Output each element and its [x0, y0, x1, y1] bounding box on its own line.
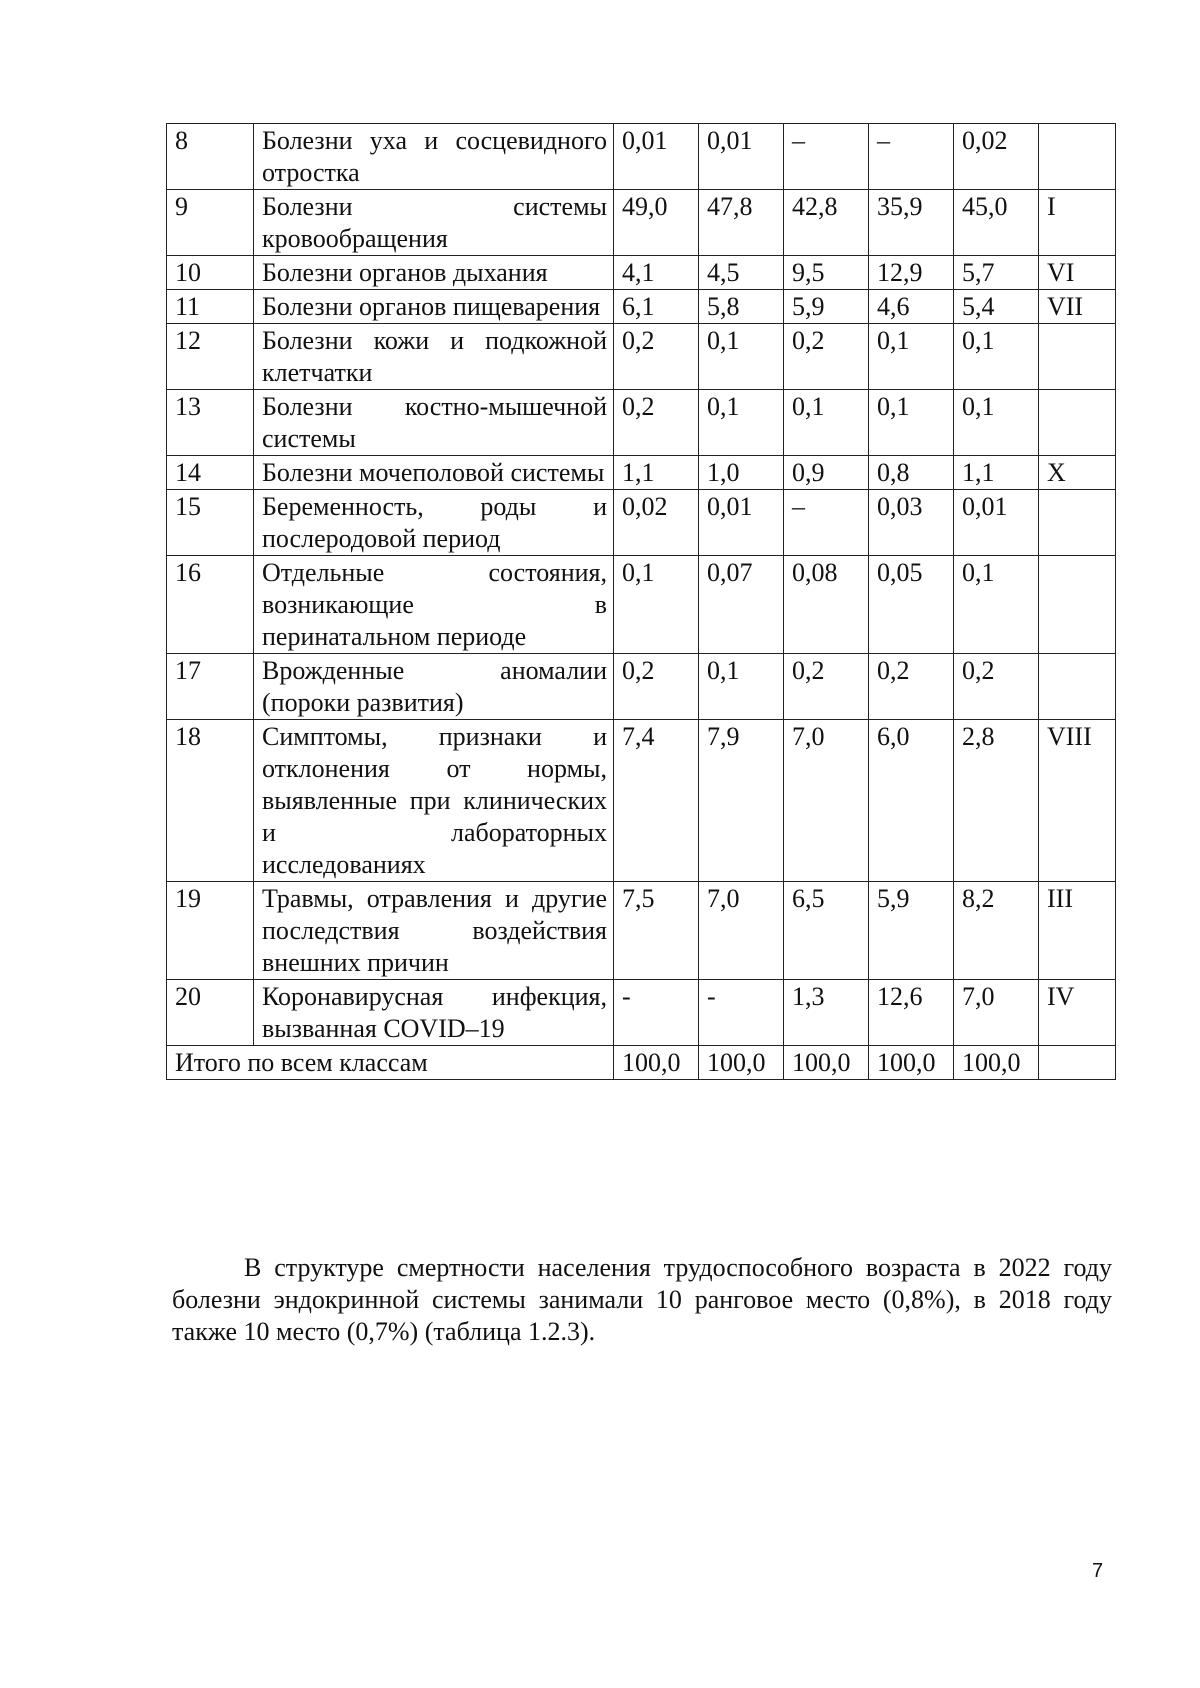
cell-v4: 35,9 — [869, 190, 954, 256]
cell-v3: – — [784, 124, 869, 190]
table-row — [167, 190, 1116, 256]
cell-rank — [1039, 324, 1116, 390]
cell-v1: 0,01 — [614, 124, 699, 190]
cell-name: Болезни органов дыхания — [254, 256, 614, 290]
cell-v5: 0,2 — [954, 654, 1039, 720]
cell-v4: 4,6 — [869, 290, 954, 324]
table-row — [167, 654, 1116, 720]
total-cell-v4: 100,0 — [869, 1046, 954, 1080]
cell-v5: 2,8 — [954, 720, 1039, 882]
cell-v2: 4,5 — [699, 256, 784, 290]
cell-num: 16 — [167, 556, 254, 654]
cell-v2: - — [699, 980, 784, 1046]
cell-v3: 0,2 — [784, 324, 869, 390]
cell-v5: 7,0 — [954, 980, 1039, 1046]
cell-v2: 0,01 — [699, 490, 784, 556]
cell-v5: 0,1 — [954, 324, 1039, 390]
cell-v1: 4,1 — [614, 256, 699, 290]
cell-name: Симптомы, признаки и отклонения от нормы, выявленные при клинических и лабораторных исследованиях — [254, 720, 614, 882]
cell-v2: 1,0 — [699, 456, 784, 490]
cell-v3: 6,5 — [784, 882, 869, 980]
cell-v1: 0,1 — [614, 556, 699, 654]
cell-v5: 0,02 — [954, 124, 1039, 190]
cell-num: 11 — [167, 290, 254, 324]
cell-v4: 0,1 — [869, 390, 954, 456]
cell-v2: 0,1 — [699, 390, 784, 456]
cell-v2: 7,9 — [699, 720, 784, 882]
cell-v3: – — [784, 490, 869, 556]
cell-v5: 0,1 — [954, 390, 1039, 456]
cell-rank: VIII — [1039, 720, 1116, 882]
cell-v4: 6,0 — [869, 720, 954, 882]
cell-v1: 7,5 — [614, 882, 699, 980]
cell-v4: 0,03 — [869, 490, 954, 556]
cell-v1: 7,4 — [614, 720, 699, 882]
cell-v2: 0,07 — [699, 556, 784, 654]
cell-num: 15 — [167, 490, 254, 556]
cell-v4: 12,9 — [869, 256, 954, 290]
cell-v1: 0,02 — [614, 490, 699, 556]
table-row — [167, 490, 1116, 556]
body-paragraph: В структуре смертности населения трудоспособного возраста в 2022 году болезни эндокринной системы занимали 10 ранговое место (0,8%), в 2018 году также 10 место (0,7%) (таблица 1.2.3). — [172, 1253, 1112, 1346]
table-row — [167, 882, 1116, 980]
cell-name: Коронавирусная инфекция, вызванная COVID–19 — [254, 980, 614, 1046]
total-cell-v5: 100,0 — [954, 1046, 1039, 1080]
table-body — [167, 124, 1116, 1080]
cell-v5: 0,1 — [954, 556, 1039, 654]
cell-v5: 5,7 — [954, 256, 1039, 290]
total-cell-v1: 100,0 — [614, 1046, 699, 1080]
cell-v3: 1,3 — [784, 980, 869, 1046]
cell-v1: 0,2 — [614, 390, 699, 456]
cell-v4: 0,1 — [869, 324, 954, 390]
cell-name: Болезни уха и сосцевидного отростка — [254, 124, 614, 190]
cell-rank: VI — [1039, 256, 1116, 290]
cell-v5: 5,4 — [954, 290, 1039, 324]
cell-v1: 6,1 — [614, 290, 699, 324]
cell-rank — [1039, 654, 1116, 720]
page-number: 7 — [1092, 1560, 1104, 1582]
cell-rank: III — [1039, 882, 1116, 980]
mortality-structure-table — [166, 123, 1116, 1080]
cell-num: 9 — [167, 190, 254, 256]
cell-name: Травмы, отравления и другие последствия воздействия внешних причин — [254, 882, 614, 980]
cell-num: 12 — [167, 324, 254, 390]
cell-v5: 1,1 — [954, 456, 1039, 490]
total-label: Итого по всем классам — [167, 1046, 614, 1080]
cell-rank: I — [1039, 190, 1116, 256]
cell-v2: 5,8 — [699, 290, 784, 324]
cell-v1: - — [614, 980, 699, 1046]
cell-v4: 12,6 — [869, 980, 954, 1046]
cell-v5: 8,2 — [954, 882, 1039, 980]
total-cell-v2: 100,0 — [699, 1046, 784, 1080]
cell-v3: 7,0 — [784, 720, 869, 882]
cell-num: 20 — [167, 980, 254, 1046]
cell-num: 8 — [167, 124, 254, 190]
cell-rank — [1039, 124, 1116, 190]
table-total-row — [167, 1046, 1116, 1080]
mortality-table-container — [166, 123, 1115, 1080]
cell-v3: 0,08 — [784, 556, 869, 654]
cell-num: 17 — [167, 654, 254, 720]
table-row — [167, 256, 1116, 290]
cell-num: 19 — [167, 882, 254, 980]
cell-v4: – — [869, 124, 954, 190]
cell-v4: 0,2 — [869, 654, 954, 720]
cell-v5: 0,01 — [954, 490, 1039, 556]
cell-v2: 7,0 — [699, 882, 784, 980]
cell-rank: IV — [1039, 980, 1116, 1046]
cell-v3: 0,9 — [784, 456, 869, 490]
cell-name: Болезни системы кровообращения — [254, 190, 614, 256]
cell-v2: 0,1 — [699, 654, 784, 720]
cell-num: 13 — [167, 390, 254, 456]
cell-name: Болезни кожи и подкожной клетчатки — [254, 324, 614, 390]
cell-v4: 0,05 — [869, 556, 954, 654]
cell-v1: 0,2 — [614, 324, 699, 390]
table-row — [167, 556, 1116, 654]
cell-name: Беременность, роды и послеродовой период — [254, 490, 614, 556]
cell-v1: 0,2 — [614, 654, 699, 720]
cell-v4: 5,9 — [869, 882, 954, 980]
cell-name: Отдельные состояния, возникающие в перинатальном периоде — [254, 556, 614, 654]
cell-num: 18 — [167, 720, 254, 882]
table-row — [167, 290, 1116, 324]
cell-rank — [1039, 490, 1116, 556]
cell-num: 14 — [167, 456, 254, 490]
total-cell-rank — [1039, 1046, 1116, 1080]
cell-v3: 0,2 — [784, 654, 869, 720]
cell-rank: X — [1039, 456, 1116, 490]
cell-v2: 0,1 — [699, 324, 784, 390]
cell-v5: 45,0 — [954, 190, 1039, 256]
cell-v1: 1,1 — [614, 456, 699, 490]
cell-v1: 49,0 — [614, 190, 699, 256]
cell-v3: 42,8 — [784, 190, 869, 256]
cell-rank — [1039, 556, 1116, 654]
cell-v3: 5,9 — [784, 290, 869, 324]
cell-v4: 0,8 — [869, 456, 954, 490]
cell-name: Болезни органов пищеварения — [254, 290, 614, 324]
cell-v3: 9,5 — [784, 256, 869, 290]
table-row — [167, 980, 1116, 1046]
table-row — [167, 456, 1116, 490]
cell-v3: 0,1 — [784, 390, 869, 456]
table-row — [167, 124, 1116, 190]
cell-rank: VII — [1039, 290, 1116, 324]
cell-name: Врожденные аномалии (пороки развития) — [254, 654, 614, 720]
table-row — [167, 720, 1116, 882]
table-row — [167, 390, 1116, 456]
cell-name: Болезни костно-мышечной системы — [254, 390, 614, 456]
total-cell-v3: 100,0 — [784, 1046, 869, 1080]
cell-name: Болезни мочеполовой системы — [254, 456, 614, 490]
cell-num: 10 — [167, 256, 254, 290]
cell-rank — [1039, 390, 1116, 456]
cell-v2: 47,8 — [699, 190, 784, 256]
table-row — [167, 324, 1116, 390]
cell-v2: 0,01 — [699, 124, 784, 190]
